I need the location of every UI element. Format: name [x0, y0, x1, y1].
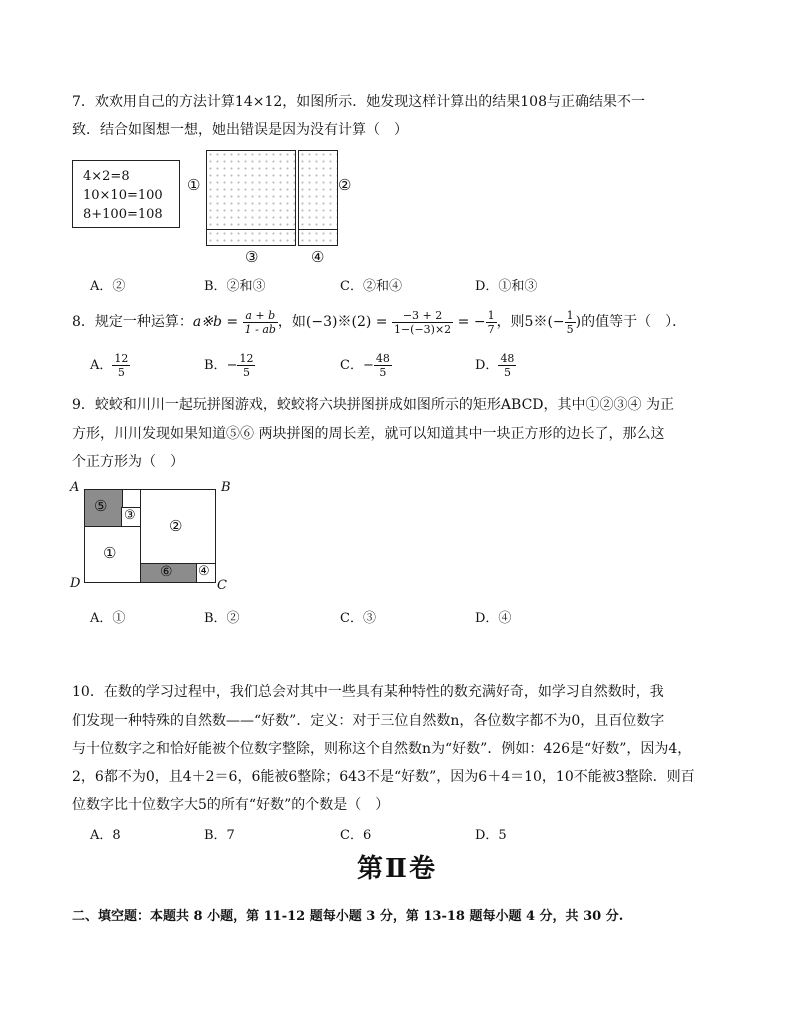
q9-option-b[interactable]: B．② [204, 611, 240, 626]
q7-option-c[interactable]: C．②和④ [340, 279, 402, 294]
fraction-denominator: 5 [503, 366, 511, 379]
piece-3 [121, 507, 142, 528]
q8-example-equals: = − [457, 314, 486, 330]
corner-a: A [70, 480, 80, 495]
fraction-denominator: 5 [242, 366, 250, 379]
corner-c: C [217, 578, 227, 593]
piece-label-6: ⑥ [160, 564, 173, 580]
region-label-3: ③ [245, 248, 259, 266]
piece-label-3: ③ [124, 508, 136, 523]
q10-stem-line5: 位数字比十位数字大5的所有“好数”的个数是（ ） [72, 797, 390, 813]
option-fraction [498, 352, 516, 379]
fraction-denominator: 7 [487, 322, 495, 336]
q9-option-d[interactable]: D．④ [475, 611, 512, 626]
q10-option-a[interactable]: A．8 [90, 828, 121, 843]
q8-option-b[interactable] [204, 352, 255, 379]
fraction-numerator: −3 + 2 [392, 309, 453, 323]
q8-example-fraction [392, 309, 453, 336]
q8-then-fraction [565, 309, 576, 336]
fraction-numerator: 48 [500, 352, 515, 365]
q8-option-d[interactable] [475, 352, 516, 379]
section-fill-in-blank-title: 二、填空题：本题共 8 小题，第 11-12 题每小题 3 分，第 13-18 题每小题 4 分，共 30 分. [72, 909, 624, 924]
option-sign: − [226, 358, 238, 373]
q7-stem-line1: 7．欢欢用自己的方法计算14×12，如图所示．她发现这样计算出的结果108与正确结果不一 [72, 94, 645, 110]
q9-option-c[interactable]: C．③ [340, 611, 376, 626]
fraction-numerator: a + b [243, 309, 278, 323]
fraction-denominator: 1 - ab [244, 322, 276, 336]
q7-grid-10x10 [206, 150, 296, 230]
calc-line: 8+100=108 [83, 207, 163, 222]
q8-example: ，如(−3)※(2) = [277, 314, 388, 330]
q8-example-result [486, 309, 497, 336]
region-label-4: ④ [311, 248, 325, 266]
q7-stem-line2: 致．结合如图想一想，她出错误是因为没有计算（ ） [72, 122, 408, 138]
q10-stem-line2: 们发现一种特殊的自然数——“好数”．定义：对于三位自然数n，各位数字都不为0，且百位数字 [72, 713, 665, 729]
q10-option-c[interactable]: C．6 [340, 828, 372, 843]
region-label-1: ① [187, 176, 201, 194]
fraction-numerator: 48 [375, 352, 390, 365]
option-fraction [237, 352, 255, 379]
q8-def-fraction [243, 309, 278, 336]
q10-stem-line3: 与十位数字之和恰好能被个位数字整除，则称这个自然数n为“好数”．例如：426是“好数”，因为4， [72, 741, 692, 757]
piece-label-1: ① [103, 544, 117, 562]
piece-2 [140, 489, 216, 565]
q7-option-b[interactable]: B．②和③ [204, 279, 266, 294]
region-label-2: ② [338, 176, 352, 194]
q10-stem-line4: 2，6都不为0，且4＋2＝6，6能被6整除；643不是“好数”，因为6＋4＝10，10不能被3整除．则百 [72, 769, 695, 785]
fraction-denominator: 5 [566, 322, 574, 336]
q7-grid-10x4 [298, 150, 338, 230]
fraction-numerator: 12 [114, 352, 129, 365]
corner-b: B [221, 480, 231, 495]
fraction-denominator: 5 [117, 366, 125, 379]
q8-def-lhs: a※b = [192, 314, 239, 330]
option-label: C． [340, 358, 363, 373]
q9-stem-line2: 方形，川川发现如果知道⑤⑥ 两块拼图的周长差，就可以知道其中一块正方形的边长了，那么这 [72, 426, 665, 442]
option-label: D． [475, 358, 499, 373]
piece-1 [84, 526, 142, 583]
q8-option-a[interactable] [90, 352, 130, 379]
calc-line: 10×10=100 [83, 188, 163, 203]
q10-stem-line1: 10．在数的学习过程中，我们总会对其中一些具有某种特性的数充满好奇，如学习自然数时，我 [72, 684, 664, 700]
fraction-numerator: 1 [487, 308, 495, 322]
q9-stem-line3: 个正方形为（ ） [72, 454, 184, 470]
fraction-denominator: 1−(−3)×2 [393, 322, 452, 336]
corner-d: D [70, 576, 81, 591]
piece-label-4: ④ [198, 564, 210, 579]
q9-stem-line1: 9．蛟蛟和川川一起玩拼图游戏，蛟蛟将六块拼图拼成如图所示的矩形ABCD，其中①②③④ 为正 [72, 397, 674, 413]
q8-option-c[interactable] [340, 352, 392, 379]
q7-option-a[interactable]: A．② [90, 279, 126, 294]
q7-grid-2x10 [206, 229, 296, 246]
fraction-numerator: 1 [566, 308, 574, 322]
option-label: B． [204, 358, 227, 373]
fraction-numerator: 12 [239, 352, 254, 365]
q7-grid-2x4 [298, 229, 338, 246]
q10-option-b[interactable]: B．7 [204, 828, 235, 843]
piece-label-5: ⑤ [94, 497, 108, 515]
q8-tail: )的值等于（ ）． [575, 314, 687, 330]
q8-then: ，则5※(− [496, 314, 565, 330]
option-fraction [374, 352, 392, 379]
q8-prefix: 8．规定一种运算： [72, 314, 193, 330]
q9-option-a[interactable]: A．① [90, 611, 126, 626]
piece-6 [140, 563, 198, 583]
piece-4 [196, 563, 216, 583]
q7-option-d[interactable]: D．①和③ [475, 279, 538, 294]
q10-option-d[interactable]: D．5 [475, 828, 507, 843]
option-label: A． [90, 358, 113, 373]
part-two-heading: 第Ⅱ卷 [357, 854, 437, 884]
q8-stem [72, 308, 686, 336]
piece-5 [84, 489, 123, 528]
calc-line: 4×2=8 [83, 169, 130, 184]
piece-label-2: ② [169, 517, 183, 535]
fraction-denominator: 5 [379, 366, 387, 379]
option-fraction [112, 352, 130, 379]
q7-calculation-box [72, 160, 180, 228]
option-sign: − [362, 358, 374, 373]
